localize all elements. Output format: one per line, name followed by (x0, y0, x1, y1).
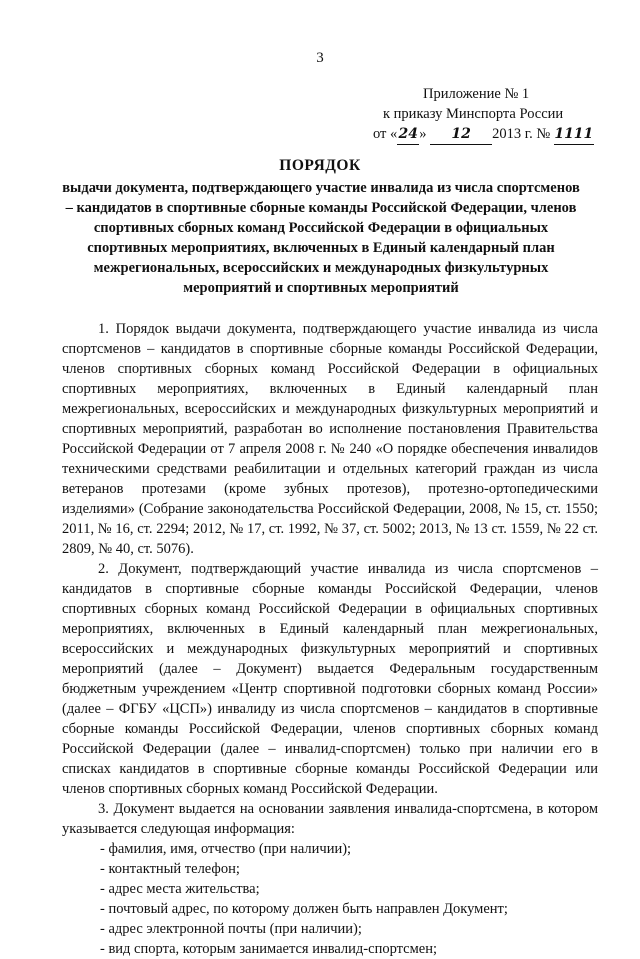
page-number: 3 (316, 50, 324, 66)
order-number: 1111 (554, 124, 594, 145)
appendix-title: Приложение № 1 (423, 86, 530, 102)
paragraph-2: 2. Документ, подтверждающий участие инвалида из числа спортсменов – кандидатов в спортивные сборные команды Российской Федерации, членов спортивных сборных команд Российской Федерации в официальных спортивных мероприятиях, включенных в Единый календарный план межрегиональных, всероссийских и международных физкультурных мероприятий и спортивных мероприятий (далее – Документ) выдается Федеральным государственным бюджетным учреждением «Центр спортивной подготовки сборных команд России» (далее – ФГБУ «ЦСП») инвалиду из числа спортсменов – кандидатов в спортивные сборные команды Российской Федерации, членов спортивных сборных команд Российской Федерации (далее – инвалид-спортсмен) только при наличии его в списках кандидатов в спортивные сборные команды Российской Федерации или членов спортивных сборных команд Российской Федерации. (62, 561, 598, 797)
date-prefix: от « (373, 126, 398, 142)
appendix-date-line (373, 124, 613, 145)
list-item: - контактный телефон; (100, 861, 240, 877)
list-item: - почтовый адрес, по которому должен быть направлен Документ; (100, 901, 508, 917)
date-month: 12 (430, 124, 492, 145)
document-body (62, 319, 598, 959)
paragraph-1: 1. Порядок выдачи документа, подтверждающего участие инвалида из числа спортсменов – кандидатов в спортивные сборные команды Российской Федерации, членов спортивных сборных команд Российской Федерации в официальных спортивных мероприятиях, включенных в Единый календарный план межрегиональных, всероссийских и международных физкультурных мероприятий и спортивных мероприятий, разработан во исполнение постановления Правительства Российской Федерации от 7 апреля 2008 г. № 240 «О порядке обеспечения инвалидов техническими средствами реабилитации и отдельных категорий граждан из числа ветеранов протезами (кроме зубных протезов), протезно-ортопедическими изделиями» (Собрание законодательства Российской Федерации, 2008, № 15, ст. 1550; 2011, № 16, ст. 2294; 2012, № 17, ст. 1992, № 37, ст. 5002; 2013, № 13 ст. 1559, № 22 ст. 2809, № 40, ст. 5076). (62, 321, 598, 557)
paragraph-3: 3. Документ выдается на основании заявления инвалида-спортсмена, в котором указывается следующая информация: (62, 801, 598, 837)
appendix-header (373, 84, 613, 145)
list-item: - вид спорта, которым занимается инвалид-спортсмен; (100, 941, 437, 957)
date-mid: » (419, 126, 427, 142)
document-title: ПОРЯДОК (279, 157, 361, 174)
list-item: - фамилия, имя, отчество (при наличии); (100, 841, 352, 857)
list-item: - адрес места жительства; (100, 881, 260, 897)
document-subtitle: выдачи документа, подтверждающего участие инвалида из числа спортсменов – кандидатов в спортивные сборные команды Российской Федерации, членов спортивных сборных команд Российской Федерации в официальных спортивных мероприятиях, включенных в Единый календарный план межрегиональных, всероссийских и международных физкультурных мероприятий и спортивных мероприятий (62, 180, 580, 296)
list-item: - адрес электронной почты (при наличии); (100, 921, 362, 937)
date-year: 2013 г. № (492, 126, 551, 142)
date-day: 24 (397, 124, 419, 145)
appendix-order-ref: к приказу Минспорта России (383, 106, 564, 122)
required-info-list (62, 839, 598, 959)
